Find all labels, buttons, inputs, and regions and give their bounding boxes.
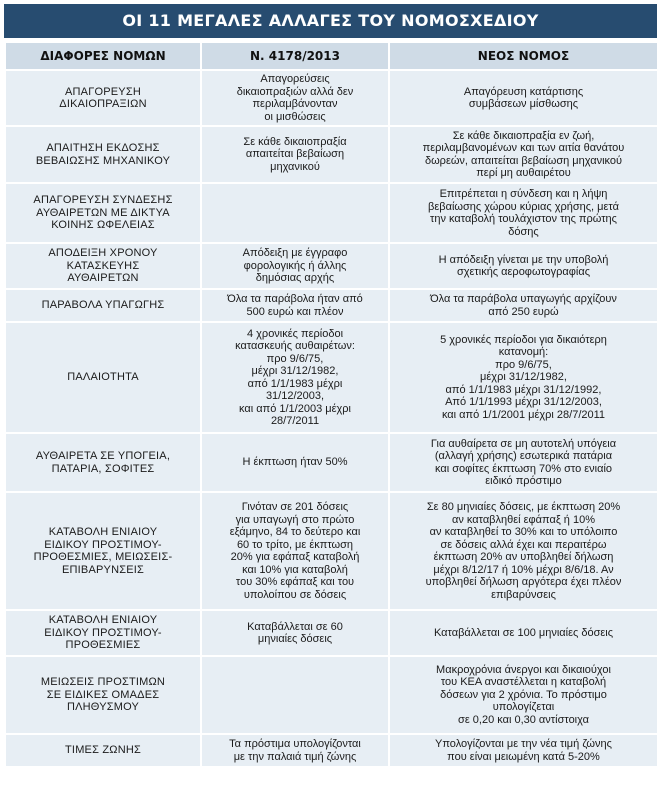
row-label: ΑΥΘΑΙΡΕΤΑ ΣΕ ΥΠΟΓΕΙΑ, ΠΑΤΑΡΙΑ, ΣΟΦΙΤΕΣ: [5, 433, 201, 492]
old-law-cell: Απόδειξη με έγγραφο φορολογικής ή άλλης δημόσιας αρχής: [201, 243, 389, 289]
new-law-cell: Επιτρέπεται η σύνδεση και η λήψη βεβαίωσης χώρου κύριας χρήσης, μετά την καταβολή τουλάχιστον της πρώτης δόσης: [389, 183, 658, 243]
old-law-cell: Τα πρόστιμα υπολογίζονται με την παλαιά τιμή ζώνης: [201, 734, 389, 767]
new-law-cell: Η απόδειξη γίνεται με την υποβολή σχετικής αεροφωτογραφίας: [389, 243, 658, 289]
old-law-cell: Απαγορεύσεις δικαιοπραξιών αλλά δεν περιλαμβάνονταν οι μισθώσεις: [201, 70, 389, 126]
new-law-cell: Υπολογίζονται με την νέα τιμή ζώνης που είναι μειωμένη κατά 5-20%: [389, 734, 658, 767]
table-row: [5, 243, 658, 289]
row-label: ΑΠΑΙΤΗΣΗ ΕΚΔΟΣΗΣ ΒΕΒΑΙΩΣΗΣ ΜΗΧΑΝΙΚΟΥ: [5, 126, 201, 183]
table-row: [5, 656, 658, 734]
new-law-cell: Μακροχρόνια άνεργοι και δικαιούχοι του ΚΕΑ αναστέλλεται η καταβολή δόσεων για 2 χρόνια. Το πρόστιμο υπολογίζεται σε 0,20 και 0,30 αντίστοιχα: [389, 656, 658, 734]
table-row: [5, 492, 658, 610]
row-label: ΠΑΛΑΙΟΤΗΤΑ: [5, 322, 201, 433]
new-law-cell: Καταβάλλεται σε 100 μηνιαίες δόσεις: [389, 610, 658, 656]
new-law-cell: Απαγόρευση κατάρτισης συμβάσεων μίσθωσης: [389, 70, 658, 126]
new-law-cell: Σε κάθε δικαιοπραξία εν ζωή, περιλαμβανομένων και των αιτία θανάτου δωρεών, απαιτείται βεβαίωση μηχανικού περί μη αυθαιρέτου: [389, 126, 658, 183]
table-row: [5, 610, 658, 656]
new-law-cell: Σε 80 μηνιαίες δόσεις, με έκπτωση 20% αν καταβληθεί εφάπαξ ή 10% αν καταβληθεί το 30% και το υπόλοιπο σε δόσεις αλλά έχει και περαιτέρω έκπτωση 20% αν υποβληθεί δήλωση μέχρι 8/12/17 ή 10% μέχρι 8/6/18. Αν υποβληθεί δήλωση αργότερα έχει πλέον επιβαρύνσεις: [389, 492, 658, 610]
old-law-cell: Καταβάλλεται σε 60 μηνιαίες δόσεις: [201, 610, 389, 656]
row-label: ΠΑΡΑΒΟΛΑ ΥΠΑΓΩΓΗΣ: [5, 289, 201, 322]
row-label: ΑΠΑΓΟΡΕΥΣΗ ΣΥΝΔΕΣΗΣ ΑΥΘΑΙΡΕΤΩΝ ΜΕ ΔΙΚΤΥΑ ΚΟΙΝΗΣ ΩΦΕΛΕΙΑΣ: [5, 183, 201, 243]
new-law-cell: Όλα τα παράβολα υπαγωγής αρχίζουν από 250 ευρώ: [389, 289, 658, 322]
header-new-law: ΝΕΟΣ ΝΟΜΟΣ: [389, 42, 658, 70]
old-law-cell: [201, 656, 389, 734]
row-label: ΑΠΟΔΕΙΞΗ ΧΡΟΝΟΥ ΚΑΤΑΣΚΕΥΗΣ ΑΥΘΑΙΡΕΤΩΝ: [5, 243, 201, 289]
old-law-cell: Η έκπτωση ήταν 50%: [201, 433, 389, 492]
table-row: [5, 70, 658, 126]
table-row: [5, 322, 658, 433]
page-title: ΟΙ 11 ΜΕΓΑΛΕΣ ΑΛΛΑΓΕΣ ΤΟΥ ΝΟΜΟΣΧΕΔΙΟΥ: [4, 4, 657, 41]
row-label: ΜΕΙΩΣΕΙΣ ΠΡΟΣΤΙΜΩΝ ΣΕ ΕΙΔΙΚΕΣ ΟΜΑΔΕΣ ΠΛΗΘΥΣΜΟΥ: [5, 656, 201, 734]
table-row: [5, 183, 658, 243]
row-label: ΚΑΤΑΒΟΛΗ ΕΝΙΑΙΟΥ ΕΙΔΙΚΟΥ ΠΡΟΣΤΙΜΟΥ- ΠΡΟΘΕΣΜΙΕΣ: [5, 610, 201, 656]
header-old-law: Ν. 4178/2013: [201, 42, 389, 70]
header-differences: ΔΙΑΦΟΡΕΣ ΝΟΜΩΝ: [5, 42, 201, 70]
infographic-table-panel: [4, 4, 657, 791]
table-row: [5, 289, 658, 322]
row-label: ΚΑΤΑΒΟΛΗ ΕΝΙΑΙΟΥ ΕΙΔΙΚΟΥ ΠΡΟΣΤΙΜΟΥ- ΠΡΟΘΕΣΜΙΕΣ, ΜΕΙΩΣΕΙΣ- ΕΠΙΒΑΡΥΝΣΕΙΣ: [5, 492, 201, 610]
old-law-cell: Γινόταν σε 201 δόσεις για υπαγωγή στο πρώτο εξάμηνο, 84 το δεύτερο και 60 το τρίτο, με έκπτωση 20% για εφάπαξ καταβολή και 10% για καταβολή του 30% εφάπαξ και του υπολοίπου σε δόσεις: [201, 492, 389, 610]
old-law-cell: Σε κάθε δικαιοπραξία απαιτείται βεβαίωση μηχανικού: [201, 126, 389, 183]
table-row: [5, 734, 658, 767]
table-row: [5, 433, 658, 492]
row-label: ΤΙΜΕΣ ΖΩΝΗΣ: [5, 734, 201, 767]
new-law-cell: Για αυθαίρετα σε μη αυτοτελή υπόγεια (αλλαγή χρήσης) εσωτερικά πατάρια και σοφίτες έκπτωση 70% στο ενιαίο ειδικό πρόστιμο: [389, 433, 658, 492]
old-law-cell: 4 χρονικές περίοδοι κατασκευής αυθαιρέτων: προ 9/6/75, μέχρι 31/12/1982, από 1/1/1983 μέχρι 31/12/2003, και από 1/1/2003 μέχρι 28/7/2011: [201, 322, 389, 433]
table-header-row: [5, 42, 658, 70]
old-law-cell: [201, 183, 389, 243]
new-law-cell: 5 χρονικές περίοδοι για δικαιότερη κατανομή: προ 9/6/75, μέχρι 31/12/1982, από 1/1/1983 μέχρι 31/12/1992, Από 1/1/1993 μέχρι 31/12/2003, και από 1/1/2001 μέχρι 28/7/2011: [389, 322, 658, 433]
row-label: ΑΠΑΓΟΡΕΥΣΗ ΔΙΚΑΙΟΠΡΑΞΙΩΝ: [5, 70, 201, 126]
table-row: [5, 126, 658, 183]
old-law-cell: Όλα τα παράβολα ήταν από 500 ευρώ και πλέον: [201, 289, 389, 322]
comparison-table: [4, 41, 659, 768]
